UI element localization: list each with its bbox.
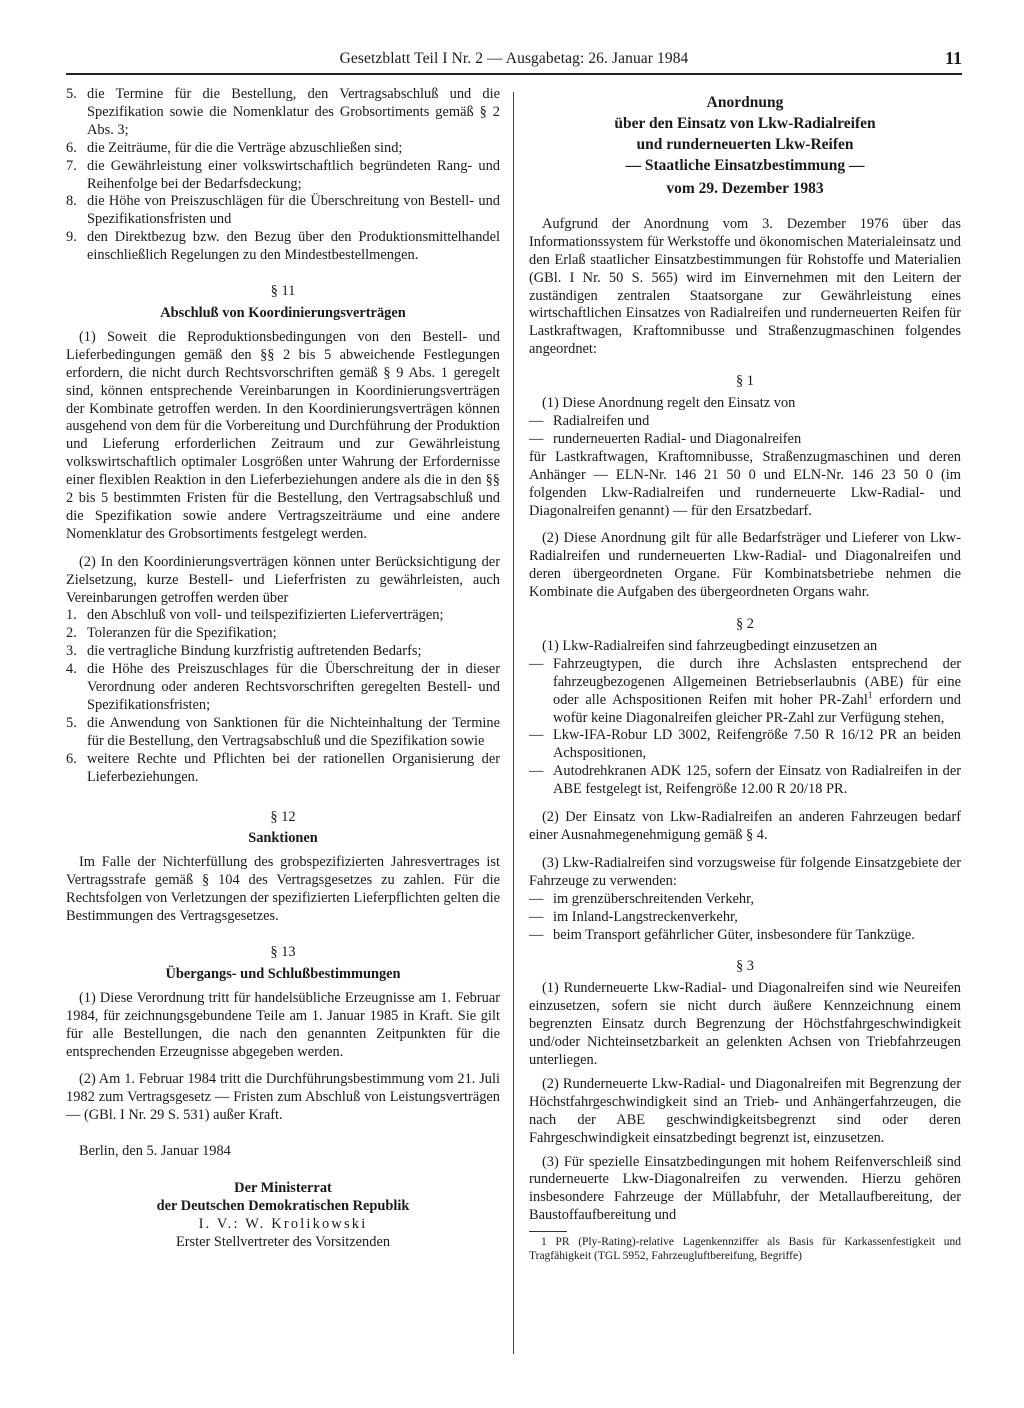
list-item: 5. die Anwendung von Sanktionen für die Nichteinhaltung der Termine für die Bestellung, den Vertragsabschluß und die Spezifikation sowie [66, 714, 500, 749]
signature-org: Der Ministerrat [234, 1180, 332, 1197]
dash-item: — Fahrzeugtypen, die durch ihre Achslasten entsprechend der fahrzeugbezogenen Allgemeinen Betriebserlaubnis (ABE) für eine oder alle Achspositionen Reifen mit hoher PR-Zahl$^1$ erfordern und wofür keine Diagonalreifen gleicher PR-Zahl zur Verfügung stehen, [529, 655, 961, 726]
paragraph: (2) Runderneuerte Lkw-Radial- und Diagonalreifen mit Begrenzung der Höchstfahrgeschwindigkeit sind an Trieb- und Anhängerfahrzeugen, die nach der ABE geschwindigkeitsbegrenzt sind oder deren Fahrgeschwindigkeit einsatzbedingt begrenzt ist, einzusetzen. [529, 1075, 961, 1146]
decree-date: vom 29. Dezember 1983 [666, 180, 824, 197]
dash-item: — beim Transport gefährlicher Güter, insbesondere für Tankzüge. [529, 926, 915, 943]
list-item: 2. Toleranzen für die Spezifikation; [66, 625, 277, 642]
list-item: 4. die Höhe des Preiszuschlages für die Überschreitung der in dieser Verordnung oder anderen Rechtsvorschriften geregelten Bestell- und Spezifikationsfristen; [66, 661, 500, 713]
dash-item: — runderneuerten Radial- und Diagonalreifen [529, 430, 802, 447]
paragraph: für Lastkraftwagen, Kraftomnibusse, Straßenzugmaschinen und deren Anhänger — ELN-Nr. 146 21 50 0 und ELN-Nr. 146 23 50 0 (im folgenden Lkw-Radialreifen und runderneuerte Lkw-Radial- und Diagonalreifen genannt) — für den Ersatzbedarf. [529, 448, 961, 519]
list-item: 1. den Abschluß von voll- und teilspezifizierten Lieferverträgen; [66, 607, 444, 624]
list-item: 3. die vertragliche Bindung kurzfristig auftretenden Bedarfs; [66, 643, 422, 660]
signature-role: Erster Stellvertreter des Vorsitzenden [175, 1234, 391, 1251]
place-date: Berlin, den 5. Januar 1984 [79, 1143, 231, 1160]
dash-item: — im Inland-Langstreckenverkehr, [529, 908, 738, 925]
list-item: 6. weitere Rechte und Pflichten bei der rationellen Organisierung der Lieferbeziehungen. [66, 750, 500, 785]
paragraph: (3) Lkw-Radialreifen sind vorzugsweise für folgende Einsatzgebiete der Fahrzeuge zu verwenden: [529, 854, 961, 889]
paragraph: Im Falle der Nichterfüllung des grobspezifizierten Jahresvertrages ist Vertragsstrafe gemäß § 104 des Vertragsgesetzes zu zahlen. Für die Rechtsfolgen von Verletzungen der spezifizierten Lieferpflichten gelten die Bestimmungen des Vertragsgesetzes. [66, 854, 500, 925]
paragraph: (1) Diese Anordnung regelt den Einsatz von [542, 395, 796, 412]
header-title: Gesetzblatt Teil I Nr. 2 — Ausgabetag: 26. Januar 1984 [339, 50, 689, 67]
list-item: 9. den Direktbezug bzw. den Bezug über den Produktionsmittelhandel einschließlich Regelungen zu den Mindestbestellmengen. [66, 229, 500, 264]
signature-name: I. V.: W. Krolikowski [198, 1216, 368, 1233]
paragraph: (1) Runderneuerte Lkw-Radial- und Diagonalreifen sind wie Neureifen einzusetzen, sofern sie nicht durch äußere Kennzeichnung einem begrenzten Einsatz durch Begrenzung der Höchstfahrgeschwindigkeit und/oder Nichteinsetzbarkeit an gelenkten Achsen von Triebfahrzeugen unterliegen. [529, 980, 961, 1068]
paragraph: (2) Der Einsatz von Lkw-Radialreifen an anderen Fahrzeugen bedarf einer Ausnahmegenehmigung gemäß § 4. [529, 809, 961, 843]
list-item: 6. die Zeiträume, für die die Verträge abzuschließen sind; [66, 139, 403, 156]
list-item: 8. die Höhe von Preiszuschlägen für die Überschreitung von Bestell- und Spezifikationsfristen und [66, 193, 500, 228]
footnote-ref: 1 [867, 689, 873, 700]
header-rule [66, 73, 962, 75]
footnote: 1 PR (Ply-Rating)-relative Lagenkennziffer als Basis für Karkassenfestigkeit und Tragfähigkeit (TGL 5952, Fahrzeugluftbereifung, Begriffe) [529, 1236, 961, 1263]
section-number: § 1 [736, 373, 754, 390]
section-number: § 11 [270, 283, 296, 300]
signature-block [66, 1179, 500, 1251]
section-title: Sanktionen [248, 830, 318, 847]
section-number: § 3 [736, 958, 754, 975]
list-continued [66, 86, 500, 265]
dash-item: — im grenzüberschreitenden Verkehr, [529, 890, 754, 907]
paragraph: (2) Am 1. Februar 1984 tritt die Durchführungsbestimmung vom 21. Juli 1982 zum Vertragsgesetz — Fristen zum Abschluß von Leistungsverträgen — (GBl. I Nr. 29 S. 531) außer Kraft. [66, 1071, 500, 1124]
paragraph: (2) In den Koordinierungsverträgen können unter Berücksichtigung der Zielsetzung, kurze Bestell- und Lieferfristen zu gewährleisten, auch Vereinbarungen getroffen werden über [66, 553, 500, 606]
paragraph: (2) Diese Anordnung gilt für alle Bedarfsträger und Lieferer von Lkw-Radialreifen und runderneuerten Lkw-Radial- und Diagonalreifen und deren übergeordneten Organe. Für Kombinatsbetriebe nehmen die Kombinate die Aufgaben des übergeordneten Organs wahr. [529, 530, 961, 601]
dash-item: — Lkw-IFA-Robur LD 3002, Reifengröße 7.50 R 16/12 PR an beiden Achspositionen, [529, 727, 961, 762]
left-column [66, 86, 500, 1251]
paragraph: (1) Soweit die Reproduktionsbedingungen von den Bestell- und Lieferbedingungen gemäß den §§ 2 bis 5 abweichende Festlegungen erfordern, die nicht durch Rechtsvorschriften gemäß § 9 Abs. 1 geregelt sind, können entsprechende Vereinbarungen in Koordinierungsverträgen der Kombinate getroffen werden. In den Koordinierungsverträgen können ausgehend von dem für die Vorbereitung und Durchführung der Produktion und Lieferung erforderlichen Zeitraum und zur Gewährleistung volkswirtschaftlich optimaler Losgrößen unter Wahrung der Erfordernisse einer flexiblen Reaktion in den Lieferbeziehungen andere als die in den §§ 2 bis 5 bestimmten Fristen für die Bestellung, den Vertragsabschluß und die Spezifikation sowie andere Vertragszeiträume und eine andere Nomenklatur des Grobsortiments festgelegt werden. [66, 328, 500, 542]
page-header [66, 50, 962, 74]
section-number: § 2 [736, 616, 754, 633]
dash-item: — Autodrehkranen ADK 125, sofern der Einsatz von Radialreifen in der ABE festgelegt ist, Reifengröße 12.00 R 20/18 PR. [529, 763, 961, 798]
section-title: Übergangs- und Schlußbestimmungen [165, 965, 401, 982]
section-number: § 13 [270, 943, 296, 960]
footnote-rule [529, 1231, 567, 1232]
signature-org: der Deutschen Demokratischen Republik [156, 1198, 410, 1215]
paragraph: (1) Diese Verordnung tritt für handelsübliche Erzeugnisse am 1. Februar 1984, für zeichnungsgebundene Teile am 1. Januar 1985 in Kraft. Sie gilt für alle Bestellungen, die nach den genannten Zeitpunkten für die entsprechenden Erzeugnisse abgegeben werden. [66, 989, 500, 1060]
column-divider [513, 92, 514, 1354]
right-column [529, 86, 961, 1263]
section-number: § 12 [270, 808, 296, 825]
paragraph: (3) Für spezielle Einsatzbedingungen mit hohem Reifenverschleiß sind runderneuerte Lkw-Diagonalreifen zu verwenden. Hierzu gehören insbesondere Fahrzeuge der Müllabfuhr, der Metallaufbereitung, der Baustoffaufbereitung und [529, 1153, 961, 1224]
section-title: Abschluß von Koordinierungsverträgen [160, 304, 406, 321]
list-item: 7. die Gewährleistung einer volkswirtschaftlich begründeten Rang- und Reihenfolge bei der Bedarfsdeckung; [66, 157, 500, 192]
preamble: Aufgrund der Anordnung vom 3. Dezember 1976 über das Informationssystem für Werkstoffe und ökonomischen Materialeinsatz und den Erlaß staatlicher Einsatzbestimmungen für Rohstoffe und Materialien (GBl. I Nr. 50 S. 565) wird im Einvernehmen mit den Leitern der zuständigen zentralen Staatsorgane zur Gewährleistung eines wirtschaftlichen Einsatzes von Radialreifen und runderneuerten Reifen für Lastkraftwagen, Kraftomnibusse und Straßenzugmaschinen folgendes angeordnet: [529, 215, 961, 358]
dash-item: — Radialreifen und [529, 412, 650, 429]
decree-title: Anordnung über den Einsatz von Lkw-Radialreifen und runderneuerten Lkw-Reifen — Staatliche Einsatzbestimmung — [614, 94, 876, 174]
agreement-list [66, 607, 500, 786]
page-number: 11 [944, 48, 962, 68]
paragraph: (1) Lkw-Radialreifen sind fahrzeugbedingt einzusetzen an [542, 637, 878, 654]
list-item: 5. die Termine für die Bestellung, den Vertragsabschluß und die Spezifikation sowie die Nomenklatur des Grobsortiments gemäß § 2 Abs. 3; [66, 86, 500, 138]
